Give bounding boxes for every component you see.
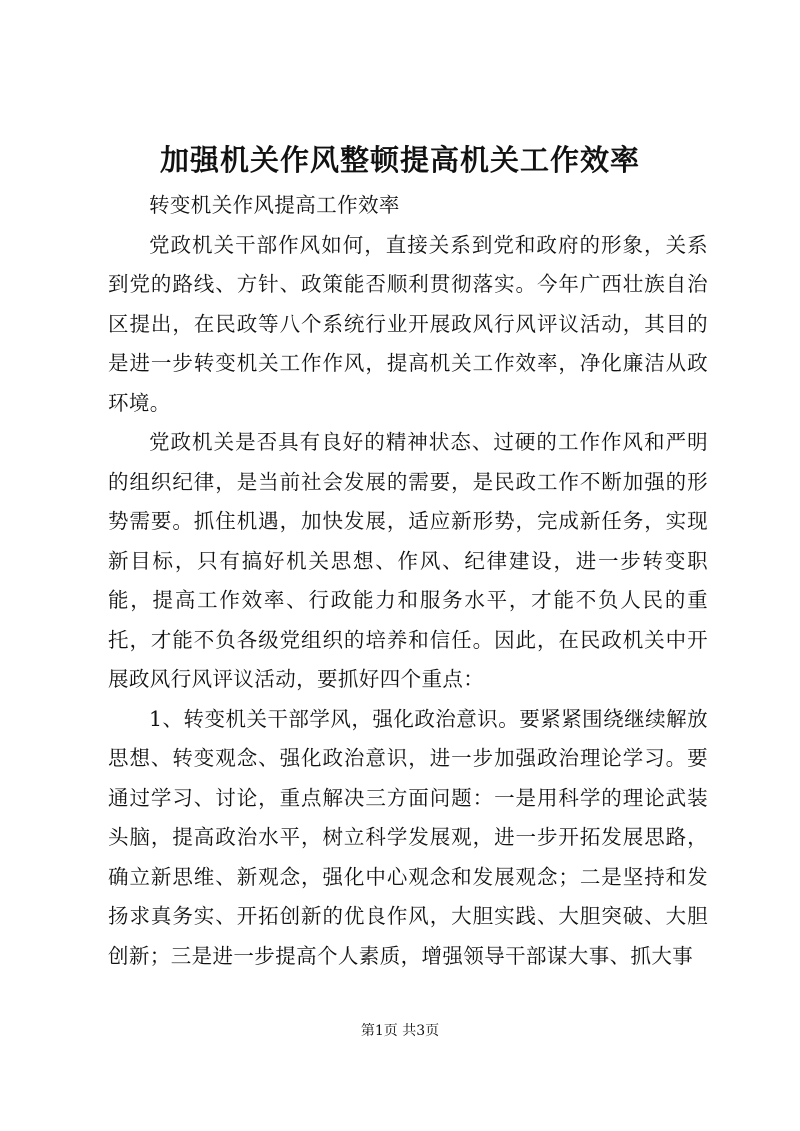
body-paragraph: 党政机关干部作风如何，直接关系到党和政府的形象，关系到党的路线、方针、政策能否顺利贯彻落实。今年广西壮族自治区提出，在民政等八个系统行业开展政风行风评议活动，其目的是进一步转变机关工作作风，提高机关工作效率，净化廉洁从政环境。 — [108, 232, 708, 415]
subtitle-paragraph: 转变机关作风提高工作效率 — [149, 193, 400, 217]
body-paragraph: 党政机关是否具有良好的精神状态、过硬的工作作风和严明的组织纪律，是当前社会发展的需要，是民政工作不断加强的形势需要。抓住机遇，加快发展，适应新形势，完成新任务，实现新目标，只有搞好机关思想、作风、纪律建设，进一步转变职能，提高工作效率、行政能力和服务水平，才能不负人民的重托，才能不负各级党组织的培养和信任。因此，在民政机关中开展政风行风评议活动，要抓好四个重点： — [108, 430, 708, 691]
document-body — [108, 186, 708, 976]
body-paragraph: 1、转变机关干部学风，强化政治意识。要紧紧围绕继续解放思想、转变观念、强化政治意识，进一步加强政治理论学习。要通过学习、讨论，重点解决三方面问题：一是用科学的理论武装头脑，提高政治水平，树立科学发展观，进一步开拓发展思路，确立新思维、新观念，强化中心观念和发展观念；二是坚持和发扬求真务实、开拓创新的优良作风，大胆实践、大胆突破、大胆创新；三是进一步提高个人素质，增强领导干部谋大事、抓大事 — [108, 706, 708, 968]
page-number-footer: 第1页 共3页 — [360, 1023, 440, 1039]
document-title: 加强机关作风整顿提高机关工作效率 — [159, 143, 640, 177]
